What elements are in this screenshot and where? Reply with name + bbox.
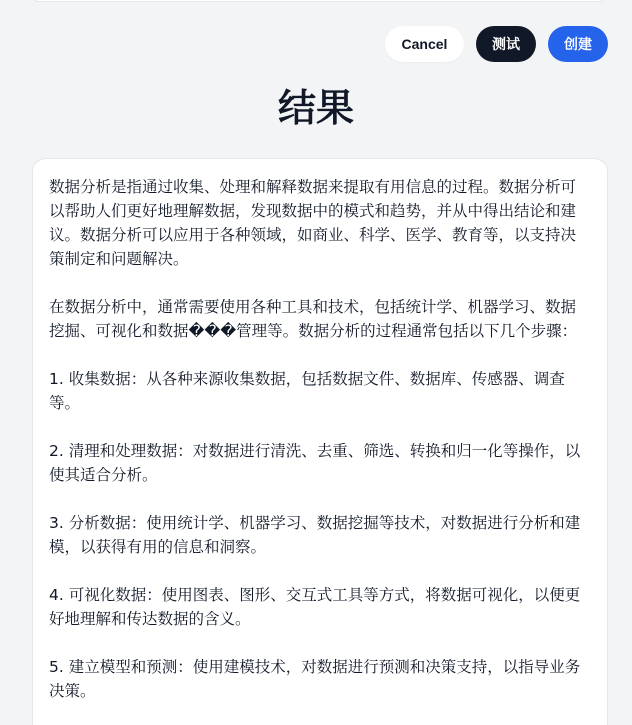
test-button[interactable]: 测试 [476,26,536,62]
previous-card-edge [32,0,606,2]
result-card[interactable] [32,158,608,725]
result-text: 数据分析是指通过收集、处理和解释数据来提取有用信息的过程。数据分析可以帮助人们更好地理解数据，发现数据中的模式和趋势，并从中得出结论和建议。数据分析可以应用于各种领域，如商业、科学、医学、教育等，以支持决策制定和问题解决。 在数据分析中，通常需要使用各种工具和技术，包括统计学、机器学习、数据挖掘、可视化和数据���管理等。数据分析的过程通常包括以下几个步骤： 1. 收集数据：从各种来源收集数据，包括数据文件、数据库、传感器、调查等。 2. 清理和处理数据：对数据进行清洗、去重、筛选、转换和归一化等操作，以使其适合分析。 3. 分析数据：使用统计学、机器学习、数据挖掘等技术，对数据进行分析和建模，以获得有用的信息和洞察。 4. 可视化数据：使用图表、图形、交互式工具等方式，将数据可视化，以便更好地理解和传达数据的含义。 5. 建立模型和预测：使用建模技术，对数据进行预测和决策支持，以指导业务决策。 [49,178,581,700]
cancel-button[interactable]: Cancel [385,26,464,62]
create-button[interactable]: 创建 [548,26,608,62]
result-heading: 结果 [277,86,354,130]
action-bar [385,26,608,62]
